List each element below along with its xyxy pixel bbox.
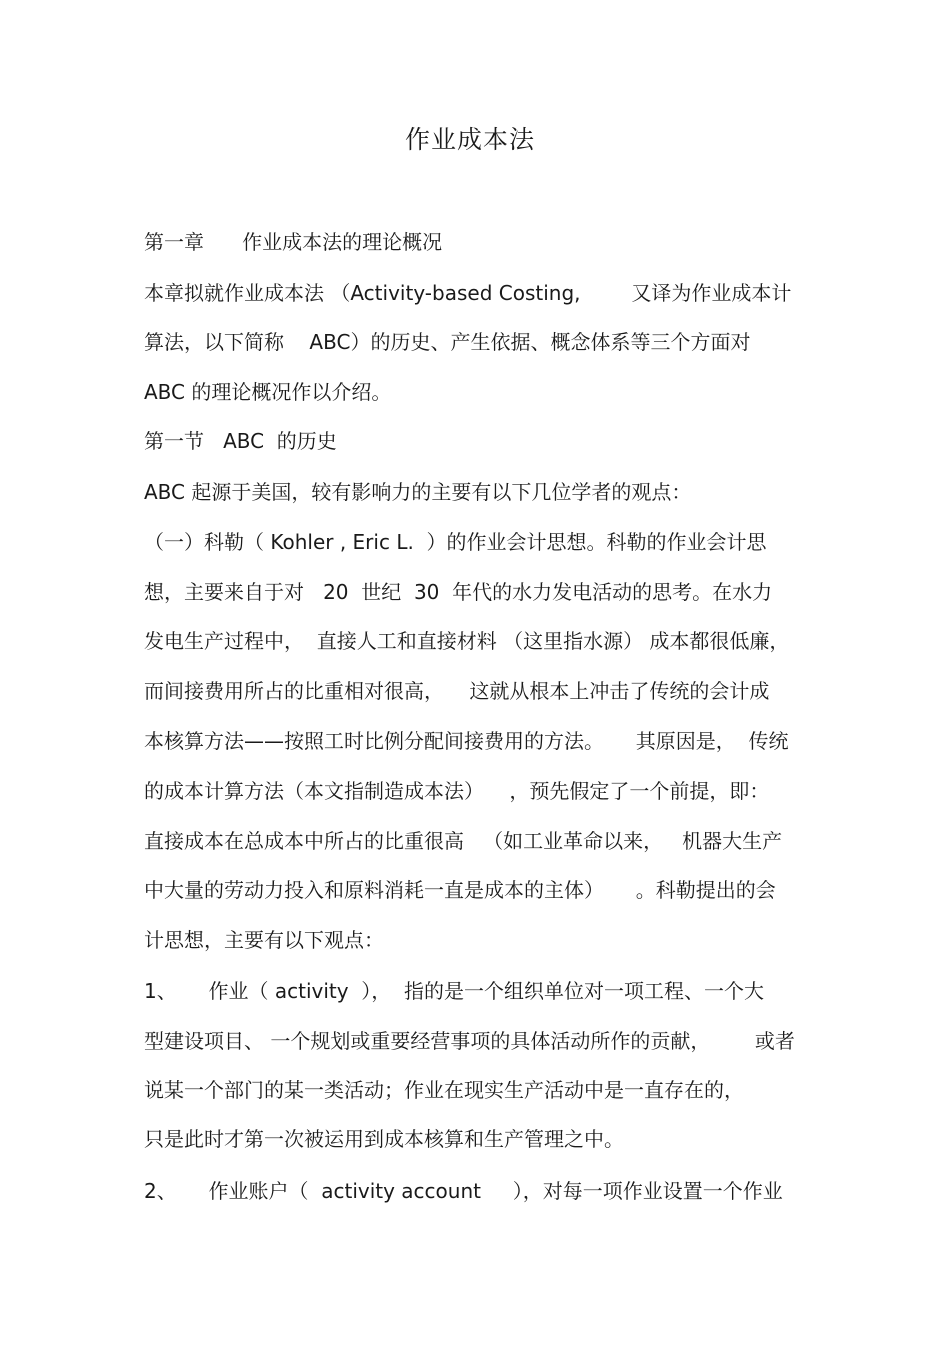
paragraph-line: 算法，以下简称 ABC）的历史、产生依据、概念体系等三个方面对 bbox=[144, 330, 751, 354]
paragraph-line: 型建设项目、 一个规划或重要经营事项的具体活动所作的贡献， 或者 bbox=[144, 1029, 795, 1053]
section-heading: 第一节 ABC 的历史 bbox=[144, 429, 337, 453]
document-title: 作业成本法 bbox=[404, 125, 535, 154]
paragraph-line: （一）科勒（ Kohler , Eric L. ）的作业会计思想。科勒的作业会计思 bbox=[144, 530, 767, 554]
paragraph-line: 的成本计算方法（本文指制造成本法） ，预先假定了一个前提，即： bbox=[144, 779, 770, 803]
paragraph-line: ABC 的理论概况作以介绍。 bbox=[144, 380, 392, 404]
list-item-line: 2、 作业账户（ activity account ），对每一项作业设置一个作业 bbox=[144, 1179, 783, 1203]
paragraph-line: ABC 起源于美国，较有影响力的主要有以下几位学者的观点： bbox=[144, 480, 692, 504]
paragraph-line: 直接成本在总成本中所占的比重很高 （如工业革命以来， 机器大生产 bbox=[144, 829, 783, 853]
paragraph-line: 发电生产过程中， 直接人工和直接材料 （这里指水源） 成本都很低廉， bbox=[144, 629, 790, 653]
chapter-heading: 第一章 作业成本法的理论概况 bbox=[144, 230, 443, 254]
paragraph-line: 本核算方法——按照工时比例分配间接费用的方法。 其原因是， 传统 bbox=[144, 729, 789, 753]
paragraph-line: 本章拟就作业成本法 （Activity-based Costing, 又译为作业成本计 bbox=[144, 281, 792, 305]
paragraph-line: 说某一个部门的某一类活动；作业在现实生产活动中是一直存在的， bbox=[144, 1078, 744, 1102]
paragraph-line: 计思想，主要有以下观点： bbox=[144, 928, 384, 952]
paragraph-line: 想，主要来自于对 20 世纪 30 年代的水力发电活动的思考。在水力 bbox=[144, 580, 773, 604]
paragraph-line: 而间接费用所占的比重相对很高， 这就从根本上冲击了传统的会计成 bbox=[144, 679, 770, 703]
paragraph-line: 只是此时才第一次被运用到成本核算和生产管理之中。 bbox=[144, 1127, 624, 1151]
list-item-line: 1、 作业（ activity ）， 指的是一个组织单位对一项工程、一个大 bbox=[144, 979, 765, 1003]
paragraph-line: 中大量的劳动力投入和原料消耗一直是成本的主体） 。科勒提出的会 bbox=[144, 878, 776, 902]
